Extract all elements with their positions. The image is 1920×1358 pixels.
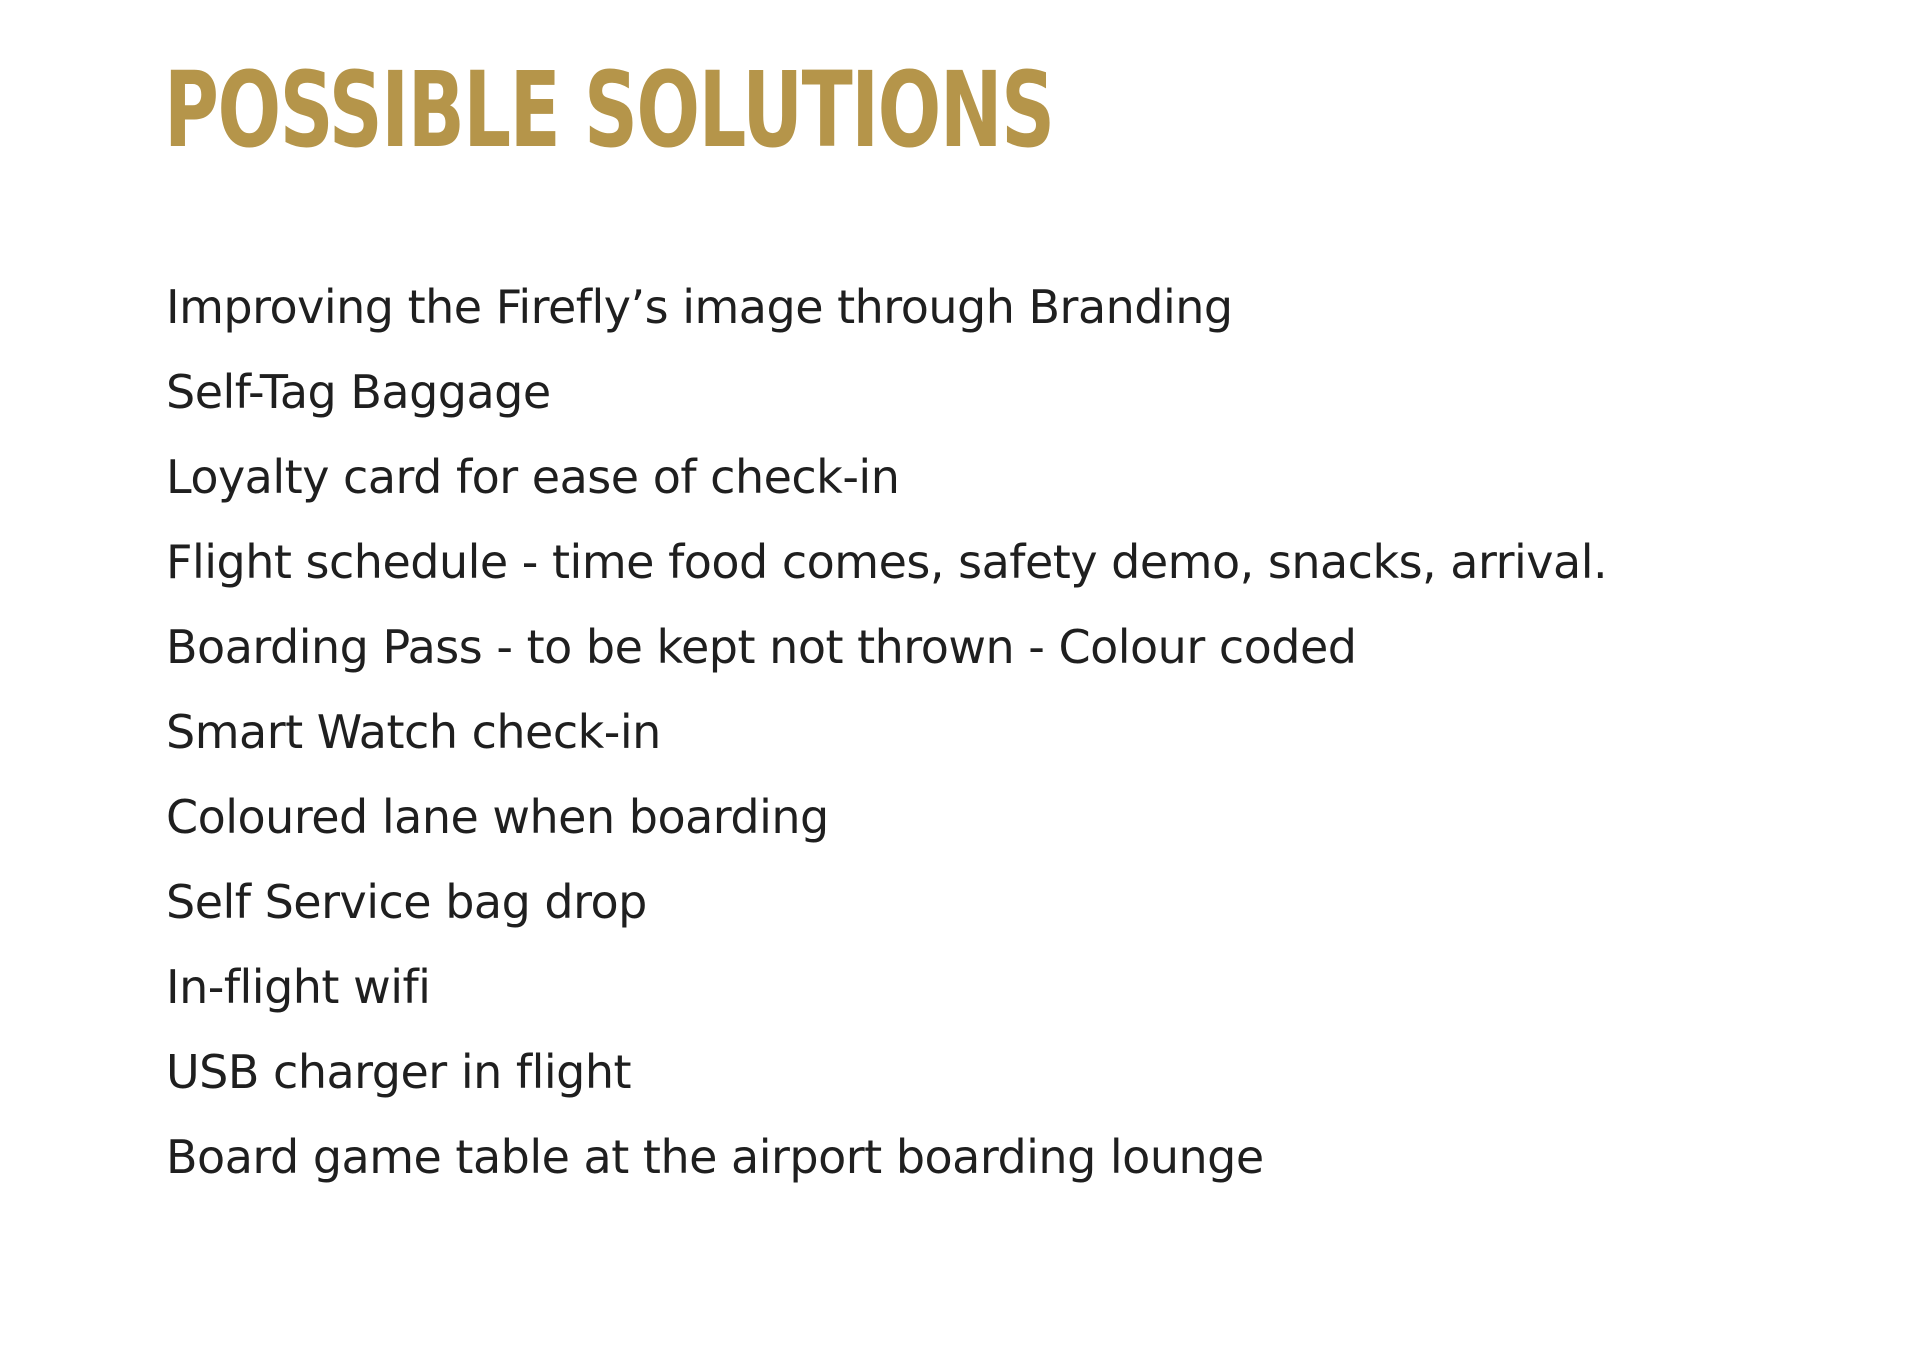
list-item: Loyalty card for ease of check-in [166, 450, 900, 504]
solutions-list [166, 277, 1607, 1212]
list-item: Coloured lane when boarding [166, 790, 829, 844]
list-item: Boarding Pass - to be kept not thrown - Colour coded [166, 620, 1357, 674]
page-title: POSSIBLE SOLUTIONS [164, 49, 1054, 171]
list-item: Flight schedule - time food comes, safety demo, snacks, arrival. [166, 535, 1608, 589]
list-item: In-flight wifi [166, 960, 431, 1014]
list-item: Smart Watch check-in [166, 705, 661, 759]
list-item: Board game table at the airport boarding lounge [166, 1130, 1264, 1184]
list-item: Self Service bag drop [166, 875, 647, 929]
list-item: Self-Tag Baggage [166, 365, 551, 419]
list-item: Improving the Firefly’s image through Branding [166, 280, 1233, 334]
list-item: USB charger in flight [166, 1045, 632, 1099]
